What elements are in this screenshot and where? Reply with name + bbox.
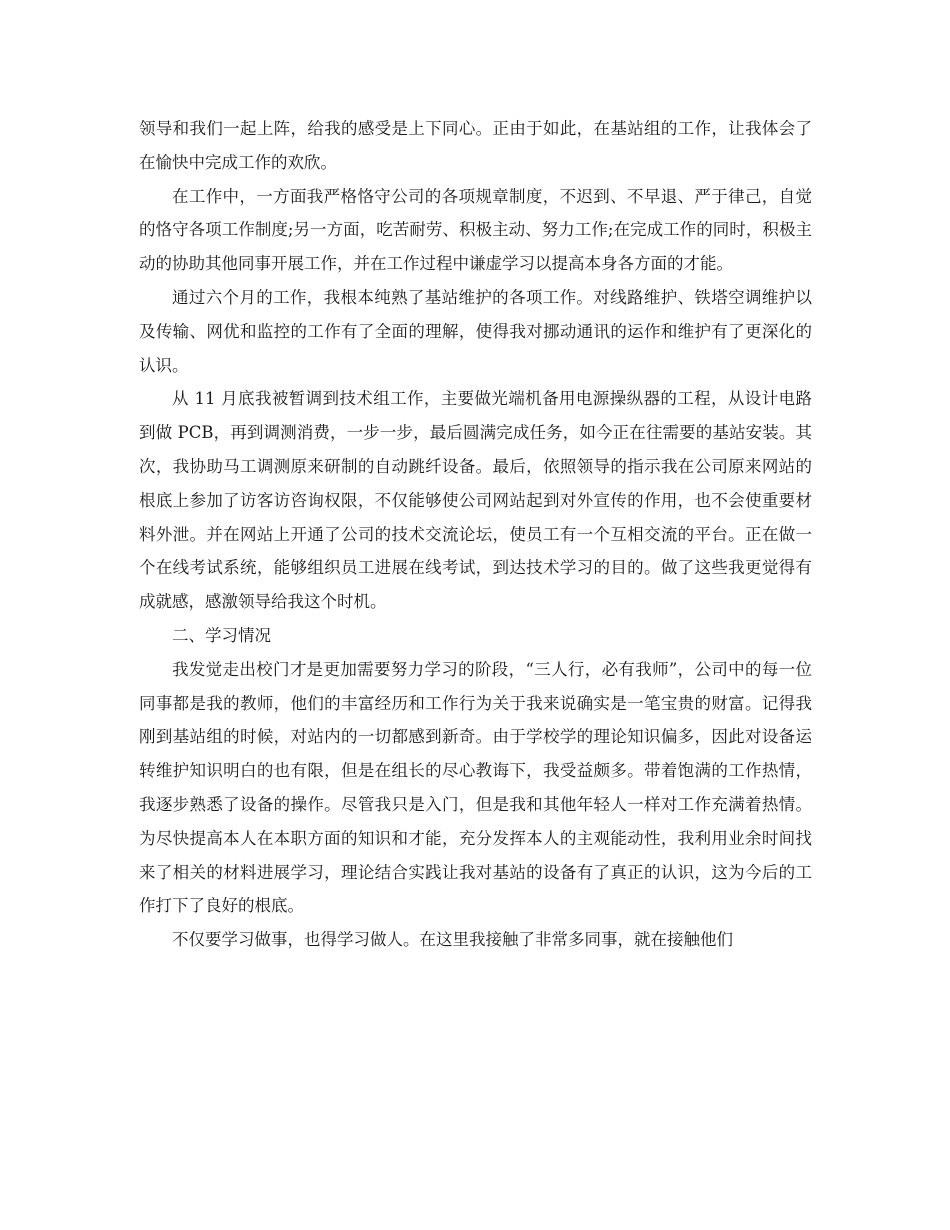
paragraph-2: 在工作中，一方面我严格恪守公司的各项规章制度，不迟到、不早退、严于律己，自觉的恪守各项工作制度;另一方面，吃苦耐劳、积极主动、努力工作;在完成工作的同时，积极主动的协助其他同事开展工作，并在工作过程中谦虚学习以提高本身各方面的才能。 <box>139 186 812 274</box>
paragraph-4: 从 11 月底我被暂调到技术组工作，主要做光端机备用电源操纵器的工程，从设计电路到做 PCB，再到调测消费，一步一步，最后圆满完成任务，如今正在往需要的基站安装。其次，我协助马工调测原来研制的自动跳纤设备。最后，依照领导的指示我在公司原来网站的根底上参加了访客访咨询权限，不仅能够使公司网站起到对外宣传的作用，也不会使重要材料外泄。并在网站上开通了公司的技术交流论坛，使员工有一个互相交流的平台。正在做一个在线考试系统，能够组织员工进展在线考试，到达技术学习的目的。做了这些我更觉得有成就感，感激领导给我这个时机。 <box>139 389 812 612</box>
paragraph-6: 不仅要学习做事，也得学习做人。在这里我接触了非常多同事，就在接触他们 <box>172 930 733 950</box>
paragraph-5: 我发觉走出校门才是更加需要努力学习的阶段，“三人行，必有我师”，公司中的每一位同事都是我的教师，他们的丰富经历和工作行为关于我来说确实是一笔宝贵的财富。记得我刚到基站组的时候，对站内的一切都感到新奇。由于学校学的理论知识偏多，因此对设备运转维护知识明白的也有限，但是在组长的尽心教诲下，我受益颇多。带着饱满的工作热情，我逐步熟悉了设备的操作。尽管我只是入门，但是我和其他年轻人一样对工作充满着热情。为尽快提高本人在本职方面的知识和才能，充分发挥本人的主观能动性，我利用业余时间找来了相关的材料进展学习，理论结合实践让我对基站的设备有了真正的认识，这为今后的工作打下了良好的根底。 <box>139 659 812 916</box>
document-body <box>139 112 812 957</box>
section-heading-study: 二、学习情况 <box>172 625 271 645</box>
paragraph-3: 通过六个月的工作，我根本纯熟了基站维护的各项工作。对线路维护、铁塔空调维护以及传输、网优和监控的工作有了全面的理解，使得我对挪动通讯的运作和维护有了更深化的认识。 <box>139 287 812 375</box>
paragraph-1: 领导和我们一起上阵，给我的感受是上下同心。正由于如此，在基站组的工作，让我体会了在愉快中完成工作的欢欣。 <box>139 119 812 172</box>
